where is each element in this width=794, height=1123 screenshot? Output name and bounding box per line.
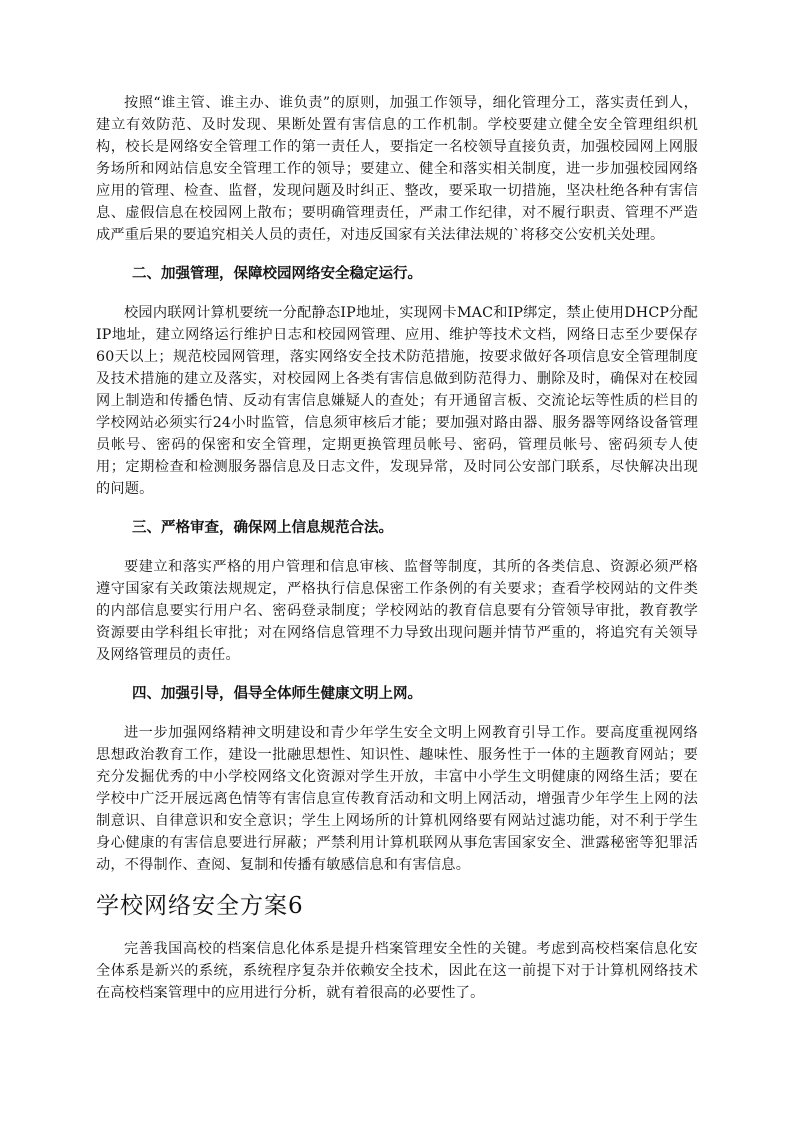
paragraph-management: 校园内联网计算机要统一分配静态IP地址，实现网卡MAC和IP绑定，禁止使用DHCP分配IP地址，建立网络运行维护日志和校园网管理、应用、维护等技术文档，网络日志至少要保存60天以上；规范校园网管理，落实网络安全技术防范措施，按要求做好各项信息安全管理制度及技术措施的建立及落实，对校园网上各类有害信息做到防范得力、删除及时，确保对在校园网上制造和传播色情、反动有害信息嫌疑人的查处；有开通留言板、交流论坛等性质的栏目的学校网站必须实行24小时监管，信息须审核后才能；要加强对路由器、服务器等网络设备管理员帐号、密码的保密和安全管理，定期更换管理员帐号、密码，管理员帐号、密码须专人使用；定期检查和检测服务器信息及日志文件，发现异常，及时同公安部门联系，尽快解决出现的问题。 <box>96 305 698 497</box>
paragraph-guidance: 进一步加强网络精神文明建设和青少年学生安全文明上网教育引导工作。要高度重视网络思想政治教育工作，建设一批融思想性、知识性、趣味性、服务性于一体的主题教育网站；要充分发掘优秀的中小学校网络文化资源对学生开放，丰富中小学生文明健康的网络生活；要在学校中广泛开展远离色情等有害信息宣传教育活动和文明上网活动，增强青少年学生上网的法制意识、自律意识和安全意识；学生上网场所的计算机网络要有网站过滤功能，对不利于学生身心健康的有害信息要进行屏蔽；严禁利用计算机联网从事危害国家安全、泄露秘密等犯罪活动，不得制作、查阅、复制和传播有敏感信息和有害信息。 <box>96 725 698 873</box>
paragraph-responsibility: 按照“谁主管、谁主办、谁负责”的原则，加强工作领导，细化管理分工，落实责任到人，建立有效防范、及时发现、果断处置有害信息的工作机制。学校要建立健全安全管理组织机构，校长是网络安全管理工作的第一责任人，要指定一名校领导直接负责，加强校园网上网服务场所和网站信息安全管理工作的领导；要建立、健全和落实相关制度，进一步加强校园网络应用的管理、检查、监督，发现问题及时纠正、整改，要采取一切措施，坚决杜绝各种有害信息、虚假信息在校园网上散布；要明确管理责任，严肃工作纪律，对不履行职责、管理不严造成严重后果的要追究相关人员的责任，对违反国家有关法律法规的`将移交公安机关处理。 <box>96 95 698 243</box>
heading-review: 三、严格审查，确保网上信息规范合法。 <box>132 519 393 536</box>
paragraph-review: 要建立和落实严格的用户管理和信息审核、监督等制度，其所的各类信息、资源必须严格遵守国家有关政策法规规定，严格执行信息保密工作条例的有关要求；查看学校网站的文件类的内部信息要实行用户名、密码登录制度；学校网站的教育信息要有分管领导审批，教育教学资源要由学科组长审批；对在网络信息管理不力导致出现问题并情节严重的，将追究有关领导及网络管理员的责任。 <box>96 559 698 663</box>
document-page <box>96 92 698 1004</box>
section-title: 学校网络安全方案6 <box>96 893 304 919</box>
heading-management: 二、加强管理，保障校园网络安全稳定运行。 <box>132 265 422 282</box>
heading-guidance: 四、加强引导，倡导全体师生健康文明上网。 <box>132 685 422 702</box>
paragraph-archive: 完善我国高校的档案信息化体系是提升档案管理安全性的关键。考虑到高校档案信息化安全体系是新兴的系统，系统程序复杂并依赖安全技术，因此在这一前提下对于计算机网络技术在高校档案管理中的应用进行分析，就有着很高的必要性了。 <box>96 941 698 1001</box>
